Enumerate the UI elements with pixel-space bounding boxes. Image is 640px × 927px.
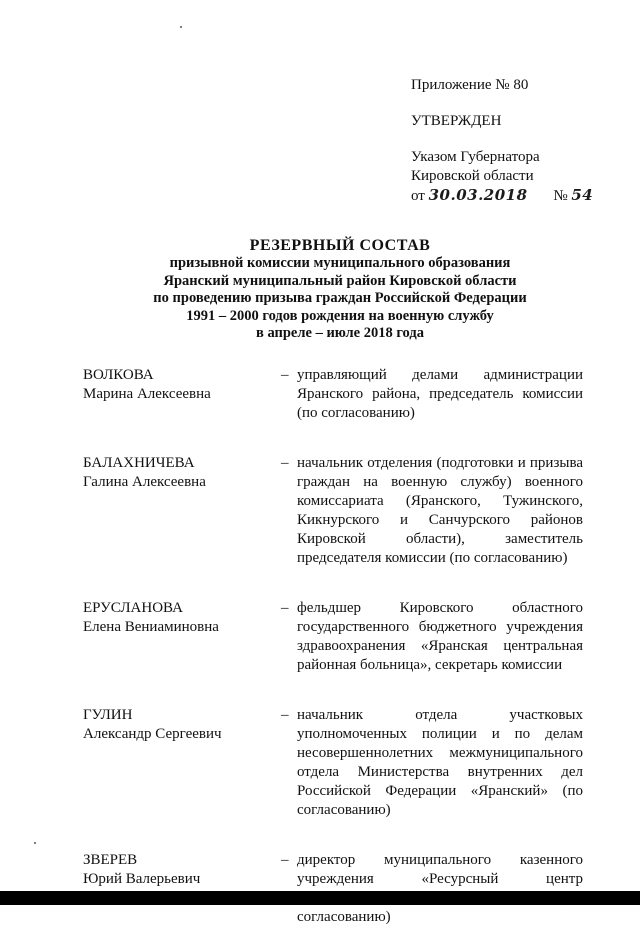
handwritten-number: 54 bbox=[571, 186, 594, 204]
member-name bbox=[83, 599, 281, 675]
document-title bbox=[80, 236, 600, 343]
member-surname: ЗВЕРЕВ bbox=[83, 852, 138, 868]
title-line-5: в апреле – июле 2018 года bbox=[256, 325, 424, 341]
member-dash: – bbox=[281, 455, 289, 471]
member-entry bbox=[83, 851, 583, 927]
member-name bbox=[83, 851, 281, 927]
member-role: директор муниципального казенного учреждения «Ресурсный центр согласованию) bbox=[297, 852, 583, 925]
scan-speck bbox=[34, 842, 36, 844]
member-given-name: Елена Вениаминовна bbox=[83, 619, 219, 635]
member-surname: ЕРУСЛАНОВА bbox=[83, 600, 183, 616]
member-role: управляющий делами администрации Яранского района, председатель комиссии (по согласованию) bbox=[297, 367, 583, 421]
member-entry bbox=[83, 366, 583, 423]
member-role: начальник отдела участковых уполномоченных полиции и по делам несовершеннолетних межмуниципального отдела Министерства внутренних дел Российской Федерации «Яранский» (по согласованию) bbox=[297, 707, 583, 818]
title-line-3: по проведению призыва граждан Российской Федерации bbox=[153, 290, 527, 306]
member-entry bbox=[83, 599, 583, 675]
decree-line-2: Кировской области bbox=[411, 168, 534, 184]
member-surname: ГУЛИН bbox=[83, 707, 133, 723]
member-given-name: Юрий Валерьевич bbox=[83, 871, 201, 887]
title-line-4: 1991 – 2000 годов рождения на военную службу bbox=[186, 307, 494, 324]
member-given-name: Марина Алексеевна bbox=[83, 386, 211, 402]
approval-block bbox=[411, 76, 616, 206]
member-dash: – bbox=[281, 852, 289, 868]
member-dash: – bbox=[281, 707, 289, 723]
member-entry bbox=[83, 454, 583, 568]
scan-bottom-edge bbox=[0, 891, 640, 905]
member-dash: – bbox=[281, 600, 289, 616]
title-line-2: Яранский муниципальный район Кировской области bbox=[163, 272, 517, 289]
member-entry bbox=[83, 706, 583, 820]
member-name bbox=[83, 454, 281, 568]
member-name bbox=[83, 706, 281, 820]
title-main: РЕЗЕРВНЫЙ СОСТАВ bbox=[249, 237, 431, 254]
member-role: начальник отделения (подготовки и призыва граждан на военную службу) военного комиссариата (Яранского, Тужинского, Кикнурского и Санчурского районов Кировской области), заместитель председателя комиссии (по согласованию) bbox=[297, 455, 583, 566]
member-given-name: Александр Сергеевич bbox=[83, 726, 222, 742]
member-role: фельдшер Кировского областного государственного бюджетного учреждения здравоохранения «Яранская центральная районная больница», секретарь комиссии bbox=[297, 600, 583, 673]
number-prefix: № bbox=[553, 188, 568, 204]
approved-label: УТВЕРЖДЕН bbox=[411, 113, 502, 129]
member-surname: БАЛАХНИЧЕВА bbox=[83, 455, 195, 471]
appendix-number: Приложение № 80 bbox=[411, 77, 529, 93]
members-list bbox=[83, 366, 583, 927]
handwritten-date: 30.03.2018 bbox=[428, 186, 528, 204]
from-prefix: от bbox=[411, 188, 425, 204]
member-dash: – bbox=[281, 367, 289, 383]
member-surname: ВОЛКОВА bbox=[83, 367, 154, 383]
decree-date-line bbox=[411, 186, 616, 206]
scan-speck bbox=[180, 26, 182, 28]
title-line-1: призывной комиссии муниципального образования bbox=[169, 255, 511, 271]
member-name bbox=[83, 366, 281, 423]
decree-line-1: Указом Губернатора bbox=[411, 149, 540, 165]
member-given-name: Галина Алексеевна bbox=[83, 474, 206, 490]
